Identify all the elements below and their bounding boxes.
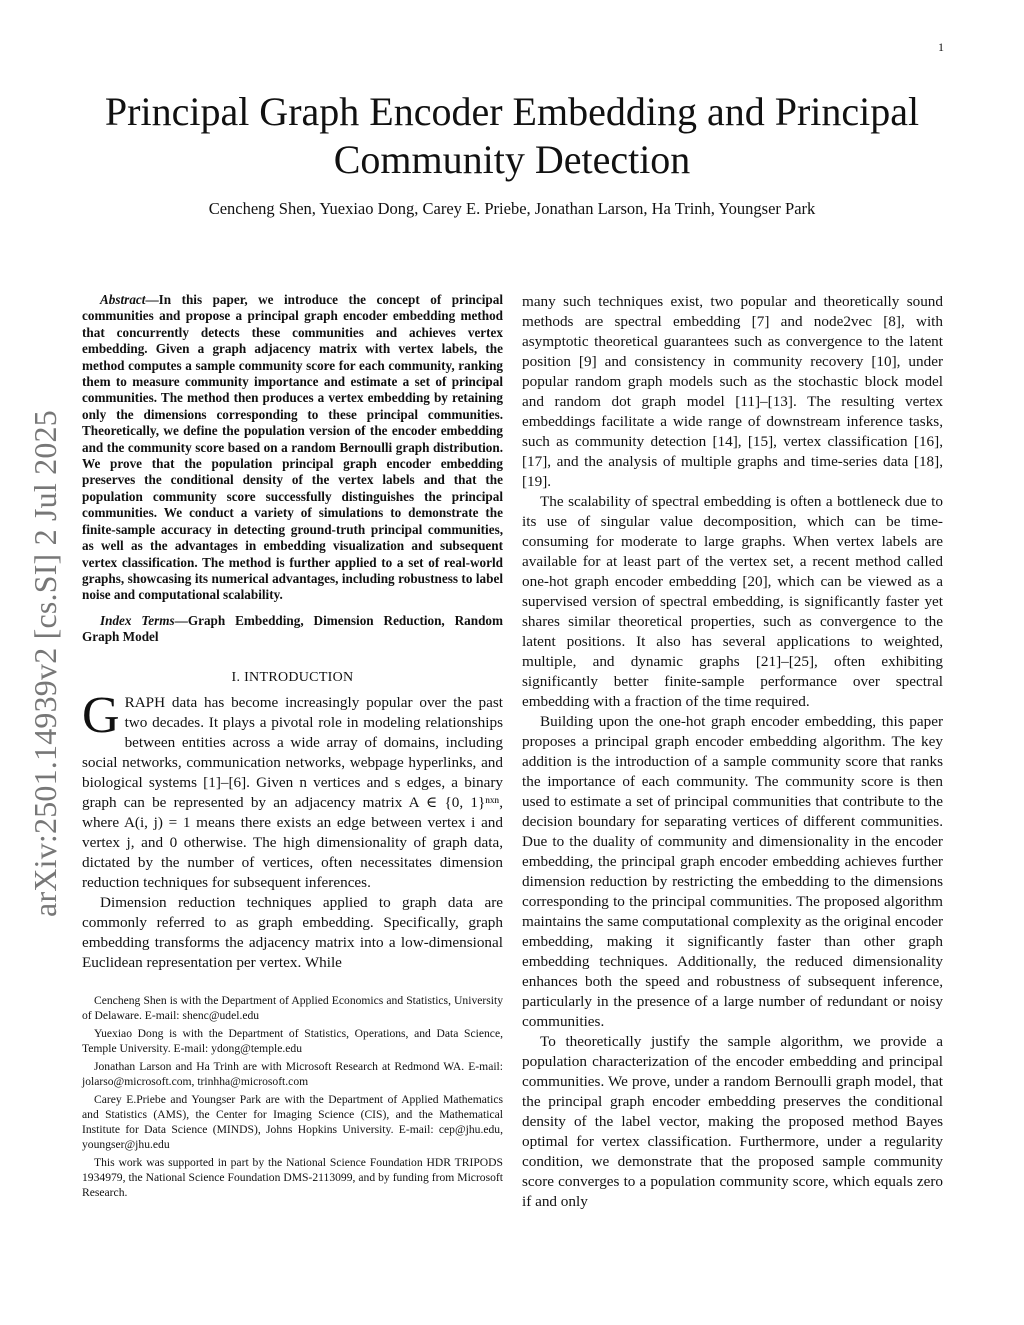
left-column — [82, 292, 503, 1203]
body-paragraph: many such techniques exist, two popular and theoretically sound methods are spectral embedding [7] and node2vec [8], with asymptotic theoretical guarantees such as convergence to the latent position [9] and consistency in community recovery [10], under popular random graph models such as the stochastic block model and random dot graph model [11]–[13]. The resulting vertex embeddings facilitate a wide range of downstream inference tasks, such as community detection [14], [15], vertex classification [16], [17], and the analysis of multiple graphs and time-series data [18], [19]. — [522, 293, 943, 490]
arxiv-watermark — [20, 393, 70, 933]
footnotes — [82, 993, 503, 1200]
paper-authors: Cencheng Shen, Yuexiao Dong, Carey E. Priebe, Jonathan Larson, Ha Trinh, Youngser Park — [208, 199, 816, 218]
arxiv-id: arXiv:2501.14939v2 [cs.SI] 2 Jul 2025 — [26, 409, 63, 917]
body-paragraph: Building upon the one-hot graph encoder embedding, this paper proposes a principal graph encoder embedding algorithm. The key addition is the introduction of a sample community score that ranks the importance of each community. The community score is then used to estimate a set of principal communities that contribute to the decision boundary for separating vertices of different communities. Due to the duality of community and dimensionality in the encoder embedding, the principal graph encoder embedding achieves further dimension reduction by restricting the embedding to the dimensions corresponding to the principal communities. The proposed algorithm maintains the same computational complexity as the original encoder embedding, making it significantly faster than other graph embedding techniques. Additionally, the reduced dimensionality enhances both the speed and robustness of subsequent inference, particularly in the presence of a large number of redundant or noisy communities. — [522, 713, 943, 1030]
footnote: Jonathan Larson and Ha Trinh are with Microsoft Research at Redmond WA. E-mail: jolarso@microsoft.com, trinhha@microsoft.com — [82, 1059, 503, 1088]
right-column — [522, 292, 943, 1212]
intro-paragraph-1-text: RAPH data has become increasingly popular over the past two decades. It plays a pivotal role in modeling relationships between entities across a wide array of domains, including social networks, communication networks, webpage hyperlinks, and biological systems [1]–[6]. Given n vertices and s edges, a binary graph can be represented by an adjacency matrix A ∈ {0, 1}ⁿˣⁿ, where A(i, j) = 1 means there exists an edge between vertex i and vertex j, and 0 otherwise. The high dimensionality of graph data, dictated by the number of vertices, often necessitates dimension reduction techniques for subsequent inferences. — [82, 693, 503, 891]
body-paragraph: To theoretically justify the sample algorithm, we provide a population characterization of the encoder embedding and principal communities. We prove, under a random Bernoulli graph model, that the principal graph encoder embedding preserves the conditional density of the label vector, making the proposed method Bayes optimal for vertex classification. Furthermore, under a regularity condition, we demonstrate that the proposed sample community score converges to a population community score, which equals zero if and only — [522, 1033, 943, 1210]
drop-cap: G — [82, 686, 120, 744]
section-heading-introduction: I. INTRODUCTION — [231, 669, 354, 685]
index-terms-text: —Graph Embedding, Dimension Reduction, Random Graph Model — [82, 612, 503, 645]
intro-paragraph-2: Dimension reduction techniques applied to graph data are commonly referred to as graph embedding. Specifically, graph embedding transforms the adjacency matrix into a low-dimensional Euclidean representation per vertex. While — [82, 893, 503, 971]
intro-paragraph-1 — [82, 686, 503, 893]
abstract — [82, 292, 503, 604]
index-terms-label: Index Terms — [100, 612, 175, 628]
abstract-text: —In this paper, we introduce the concept of principal communities and propose a principal graph encoder embedding method that concurrently detects these communities and achieves vertex embedding. Given a graph adjacency matrix with vertex labels, the method computes a sample community score for each community, ranking them to measure community importance and estimate a set of principal communities. The method then produces a vertex embedding by retaining only the dimensions corresponding to these principal communities. Theoretically, we define the population version of the encoder embedding and the community score based on a random Bernoulli graph distribution. We prove that the population principal graph encoder embedding preserves the conditional density of the vertex labels and that the population community score successfully distinguishes the principal communities. We conduct a variety of simulations to demonstrate the finite-sample accuracy in detecting ground-truth principal communities, as well as the advantages in embedding visualization and subsequent vertex classification. The method is further applied to a set of real-world graphs, showcasing its numerical advantages, including robustness to label noise and computational scalability. — [82, 292, 503, 603]
footnote: Yuexiao Dong is with the Department of Statistics, Operations, and Data Science, Temple University. E-mail: ydong@temple.edu — [82, 1026, 503, 1055]
page-number: 1 — [938, 40, 944, 54]
index-terms — [82, 613, 503, 646]
footnote: Cencheng Shen is with the Department of Applied Economics and Statistics, University of Delaware. E-mail: shenc@udel.edu — [82, 993, 503, 1022]
footnote: Carey E.Priebe and Youngser Park are with the Department of Applied Mathematics and Statistics (AMS), the Center for Imaging Science (CIS), and the Mathematical Institute for Data Science (MINDS), Johns Hopkins University. E-mail: cep@jhu.edu, youngser@jhu.edu — [82, 1092, 503, 1151]
abstract-label: Abstract — [100, 292, 146, 307]
footnote: This work was supported in part by the National Science Foundation HDR TRIPODS 1934979, the National Science Foundation DMS-2113099, and by funding from Microsoft Research. — [82, 1155, 503, 1199]
body-paragraph: The scalability of spectral embedding is often a bottleneck due to its use of singular value decomposition, which can be time-consuming for moderate to large graphs. When vertex labels are available for at least part of the vertex set, a recent method called one-hot graph encoder embedding [20], which can be viewed as a supervised version of spectral embedding, is significantly faster yet shares similar theoretical properties, such as convergence to the latent positions. It also has several applications to weighted, multiple, and dynamic graphs [21]–[25], often exhibiting significantly better finite-sample performance over spectral embedding with a fraction of the time required. — [522, 493, 943, 710]
paper-title: Principal Graph Encoder Embedding and Principal Community Detection — [104, 89, 920, 182]
